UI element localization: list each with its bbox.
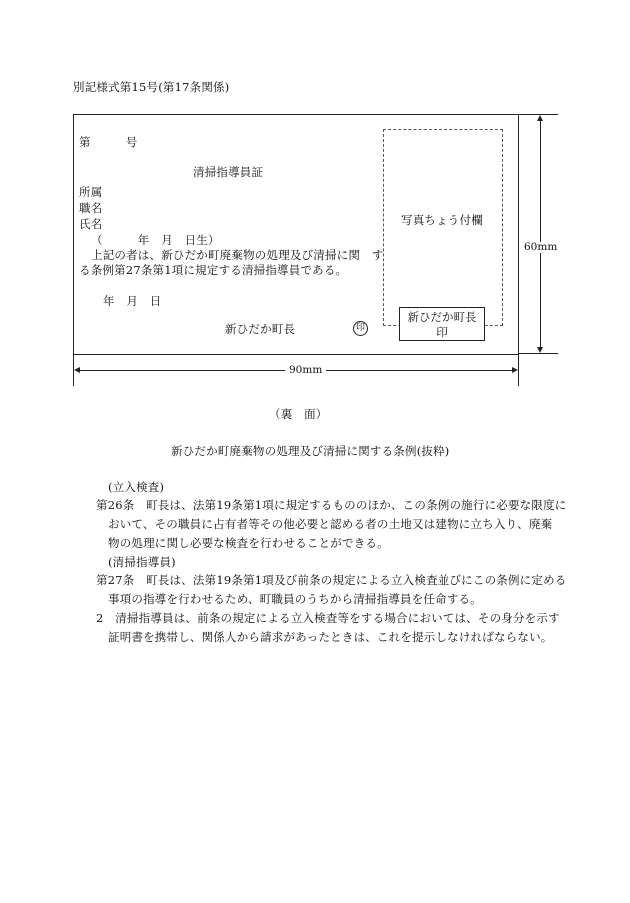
article-27-line-1: 第27条 町長は、法第19条第1項及び前条の規定による立入検査並びにこの条例に定める xyxy=(96,573,567,587)
width-dimension-label: 90mm xyxy=(285,365,326,376)
back-side-heading: （裏 面） xyxy=(269,407,328,421)
form-header: 別記様式第15号(第17条関係) xyxy=(73,80,230,94)
certification-text-line-1: 上記の者は、新ひだか町廃棄物の処理及び清掃に関 す xyxy=(91,248,384,262)
width-arrow-left-icon xyxy=(74,367,80,373)
position-label: 職名 xyxy=(79,201,103,215)
section-caption-instructor: (清掃指導員) xyxy=(108,555,176,569)
issue-date-line: 年 月 日 xyxy=(103,294,162,308)
card-number-label: 第 号 xyxy=(79,135,138,149)
affiliation-label: 所属 xyxy=(79,185,103,199)
photo-box-label: 写真ちょう付欄 xyxy=(401,213,483,227)
article-27-para-2-line-1: 2 清掃指導員は、前条の規定による立入検査等をする場合においては、その身分を示す xyxy=(96,611,560,625)
article-27-para-2-line-2: 証明書を携帯し、関係人から請求があったときは、これを提示しなければならない。 xyxy=(108,630,553,644)
photo-attachment-box xyxy=(383,129,503,326)
name-label: 氏名 xyxy=(79,217,103,231)
article-26-line-3: 物の処理に関し必要な検査を行わせることができる。 xyxy=(108,536,389,550)
birth-date-line: （ 年 月 日生） xyxy=(91,233,220,247)
stamp-issuer-name: 新ひだか町長 xyxy=(407,310,477,324)
issuer-name: 新ひだか町長 xyxy=(225,322,296,336)
article-26-line-2: おいて、その職員に占有者等その他必要と認める者の土地又は建物に立ち入り、廃棄 xyxy=(108,517,553,531)
width-arrow-right-icon xyxy=(512,367,518,373)
section-caption-inspection: (立入検査) xyxy=(108,480,165,494)
article-27-line-2: 事項の指導を行わせるため、町職員のうちから清掃指導員を任命する。 xyxy=(108,592,482,606)
card-title: 清掃指導員証 xyxy=(193,165,264,179)
height-arrow-up-icon xyxy=(537,115,543,121)
height-dimension-label: 60mm xyxy=(520,242,561,253)
width-extension-right xyxy=(518,353,519,386)
official-seal: 印 xyxy=(353,321,368,336)
article-26-line-1: 第26条 町長は、法第19条第1項に規定するもののほか、この条例の施行に必要な限度に xyxy=(96,498,567,512)
ordinance-excerpt-title: 新ひだか町廃棄物の処理及び清掃に関する条例(抜粋) xyxy=(171,444,450,458)
height-arrow-down-icon xyxy=(537,347,543,353)
issuer-stamp-box xyxy=(399,307,485,341)
height-extension-bottom xyxy=(518,353,558,354)
certification-text-line-2: る条例第27条第1項に規定する清掃指導員である。 xyxy=(79,263,348,277)
height-dimension-line xyxy=(540,120,541,347)
stamp-seal-char: 印 xyxy=(436,325,448,339)
